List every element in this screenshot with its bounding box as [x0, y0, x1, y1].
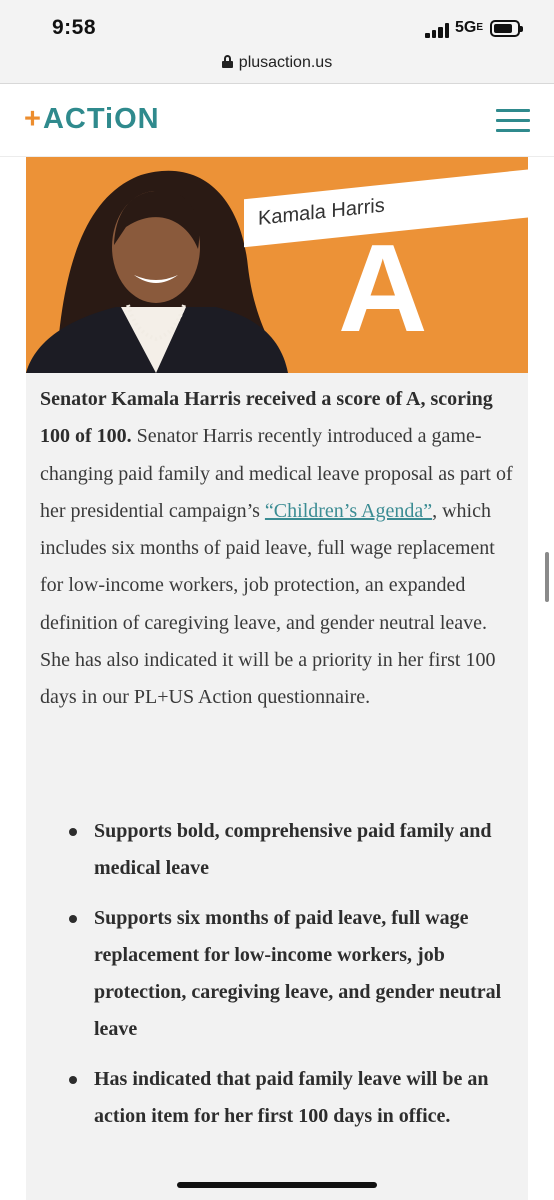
url-text: plusaction.us — [238, 54, 333, 71]
cellular-signal-icon — [425, 22, 451, 38]
status-and-address-bar — [0, 0, 554, 84]
network-type-label: 5G — [455, 19, 477, 36]
hamburger-menu-icon[interactable] — [496, 109, 530, 133]
battery-icon — [490, 20, 520, 37]
score-summary: Senator Kamala Harris received a score of A, scoring 100 of 100. — [40, 388, 493, 448]
network-type — [455, 19, 483, 37]
candidate-photo — [26, 157, 288, 373]
list-item: Has indicated that paid family leave will be an action item for her first 100 days in office. — [40, 1061, 516, 1136]
status-time: 9:58 — [52, 16, 97, 39]
candidate-name: Kamala Harris — [258, 194, 385, 230]
site-logo[interactable] — [24, 103, 160, 136]
position-bullets — [40, 813, 516, 1147]
network-type-suffix: E — [476, 22, 484, 33]
article-paragraph — [40, 381, 516, 717]
site-header — [0, 85, 554, 157]
list-item: Supports six months of paid leave, full wage replacement for low-income workers, job protection, caregiving leave, and gender neutral leave — [40, 900, 516, 1049]
scroll-indicator[interactable] — [545, 552, 549, 602]
body-text-2: , which includes six months of paid leave, full wage replacement for low-income workers, job protection, an expanded definition of caregiving leave, and gender neutral leave. She has also indicated it will be a priority in her first 100 days in our PL+US Action questionnaire. — [40, 499, 496, 709]
logo-text: ACTiON — [42, 103, 160, 135]
logo-plus: + — [24, 103, 42, 135]
article-card — [26, 157, 528, 1200]
childrens-agenda-link[interactable]: “Children’s Agenda” — [264, 499, 433, 522]
score-grade: A — [338, 220, 428, 358]
list-item: Supports bold, comprehensive paid family and medical leave — [40, 813, 516, 888]
address-bar[interactable] — [0, 54, 554, 72]
lock-icon — [222, 55, 233, 68]
hero-banner — [26, 157, 528, 373]
home-indicator[interactable] — [177, 1182, 377, 1188]
body-text-1: Senator Harris recently introduced a game-changing paid family and medical leave proposal as part of her presidential campaign’s — [40, 425, 513, 522]
